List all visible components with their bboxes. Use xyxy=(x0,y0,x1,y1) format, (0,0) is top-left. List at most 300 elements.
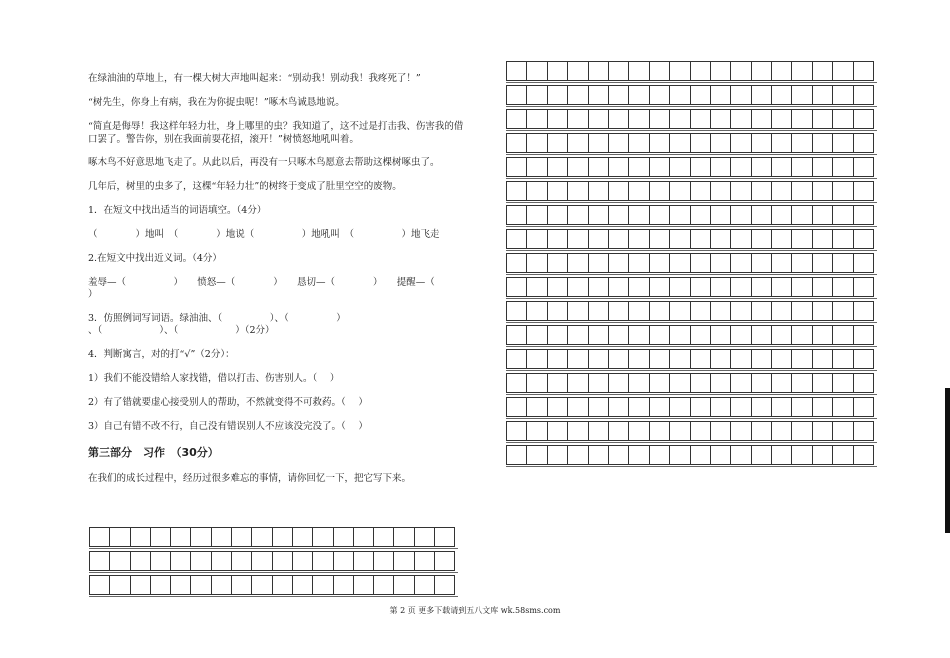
grid-cell xyxy=(854,206,874,225)
grid-row xyxy=(506,181,874,201)
grid-cell xyxy=(90,552,110,571)
grid-cell xyxy=(731,398,751,417)
grid-cell xyxy=(568,398,588,417)
grid-cell xyxy=(568,230,588,249)
grid-cell xyxy=(110,552,130,571)
grid-cell xyxy=(833,422,853,441)
grid-cell xyxy=(731,374,751,393)
grid-cell xyxy=(854,278,874,297)
grid-row xyxy=(506,157,874,177)
question-4-title: 4．判断寓言，对的打“√”（2分）： xyxy=(88,349,235,360)
grid-cell xyxy=(691,206,711,225)
grid-cell xyxy=(670,350,690,369)
grid-cell xyxy=(548,278,568,297)
grid-cell xyxy=(833,182,853,201)
grid-cell xyxy=(589,110,609,129)
grid-cell xyxy=(548,182,568,201)
grid-cell xyxy=(854,398,874,417)
grid-cell xyxy=(813,446,833,465)
grid-cell xyxy=(293,576,313,595)
grid-cell xyxy=(813,422,833,441)
grid-row-underline xyxy=(506,178,877,179)
grid-cell xyxy=(772,134,792,153)
grid-row-underline xyxy=(89,572,458,573)
grid-cell xyxy=(792,86,812,105)
grid-cell xyxy=(752,350,772,369)
grid-cell xyxy=(752,182,772,201)
grid-cell xyxy=(711,182,731,201)
grid-cell xyxy=(589,446,609,465)
grid-cell xyxy=(691,350,711,369)
grid-cell xyxy=(691,182,711,201)
grid-cell xyxy=(568,86,588,105)
grid-cell xyxy=(813,278,833,297)
grid-cell xyxy=(568,110,588,129)
grid-cell xyxy=(609,86,629,105)
grid-cell xyxy=(527,110,547,129)
grid-cell xyxy=(589,62,609,81)
grid-row xyxy=(89,575,455,595)
grid-row-underline xyxy=(506,82,877,83)
grid-cell xyxy=(527,422,547,441)
grid-cell xyxy=(629,62,649,81)
grid-cell xyxy=(711,278,731,297)
grid-cell xyxy=(670,62,690,81)
grid-cell xyxy=(833,134,853,153)
grid-cell xyxy=(792,398,812,417)
grid-cell xyxy=(772,350,792,369)
grid-cell xyxy=(589,278,609,297)
grid-cell xyxy=(833,62,853,81)
grid-row xyxy=(506,373,874,393)
grid-cell xyxy=(670,134,690,153)
grid-row xyxy=(506,133,874,153)
grid-cell xyxy=(568,182,588,201)
grid-cell xyxy=(191,552,211,571)
grid-cell xyxy=(232,552,252,571)
grid-cell xyxy=(629,422,649,441)
question-4-item-3: 3）自己有错不改不行，自己没有错误别人不应该没完没了。（ ） xyxy=(88,421,368,432)
grid-cell xyxy=(752,254,772,273)
grid-cell xyxy=(711,158,731,177)
grid-cell xyxy=(752,302,772,321)
grid-row xyxy=(506,421,874,441)
grid-cell xyxy=(212,528,232,547)
grid-cell xyxy=(833,230,853,249)
grid-cell xyxy=(507,110,527,129)
grid-cell xyxy=(629,374,649,393)
question-1-blanks: （ ）地叫 （ ）地说（ ）地吼叫 （ ）地飞走 xyxy=(88,229,440,240)
grid-cell xyxy=(394,576,414,595)
grid-row xyxy=(89,551,455,571)
question-3-title: 3．仿照例词写词语。绿油油、（ ）、（ ） xyxy=(88,313,346,324)
grid-cell xyxy=(629,158,649,177)
grid-cell xyxy=(629,182,649,201)
grid-cell xyxy=(813,350,833,369)
grid-cell xyxy=(609,254,629,273)
grid-cell xyxy=(212,576,232,595)
grid-cell xyxy=(711,230,731,249)
grid-cell xyxy=(131,576,151,595)
grid-cell xyxy=(548,350,568,369)
passage-paragraph-4: 啄木鸟不好意思地飞走了。从此以后，再没有一只啄木鸟愿意去帮助这棵树啄虫了。 xyxy=(88,157,440,168)
grid-cell xyxy=(589,422,609,441)
grid-row-underline xyxy=(506,466,877,467)
grid-cell xyxy=(670,230,690,249)
grid-cell xyxy=(609,326,629,345)
grid-cell xyxy=(813,158,833,177)
grid-cell xyxy=(629,350,649,369)
grid-cell xyxy=(731,422,751,441)
grid-cell xyxy=(273,576,293,595)
grid-row xyxy=(506,205,874,225)
grid-row-underline xyxy=(506,250,877,251)
grid-cell xyxy=(854,86,874,105)
grid-row-underline xyxy=(506,274,877,275)
grid-cell xyxy=(731,134,751,153)
grid-cell xyxy=(752,374,772,393)
grid-cell xyxy=(507,350,527,369)
grid-cell xyxy=(813,374,833,393)
grid-cell xyxy=(394,552,414,571)
grid-cell xyxy=(507,86,527,105)
grid-cell xyxy=(507,302,527,321)
grid-cell xyxy=(792,182,812,201)
grid-row xyxy=(506,301,874,321)
grid-cell xyxy=(527,254,547,273)
grid-row xyxy=(506,109,874,129)
grid-cell xyxy=(711,206,731,225)
grid-cell xyxy=(813,182,833,201)
grid-cell xyxy=(131,528,151,547)
grid-cell xyxy=(711,446,731,465)
grid-cell xyxy=(609,230,629,249)
grid-cell xyxy=(711,326,731,345)
grid-cell xyxy=(609,182,629,201)
grid-cell xyxy=(711,254,731,273)
grid-cell xyxy=(629,326,649,345)
grid-cell xyxy=(151,576,171,595)
grid-cell xyxy=(252,528,272,547)
grid-cell xyxy=(813,62,833,81)
page-footer: 第 2 页 更多下载请到五八文库 wk.58sms.com xyxy=(389,606,561,615)
grid-cell xyxy=(792,254,812,273)
grid-cell xyxy=(711,302,731,321)
grid-cell xyxy=(691,422,711,441)
grid-cell xyxy=(792,302,812,321)
grid-cell xyxy=(731,86,751,105)
grid-cell xyxy=(568,422,588,441)
grid-cell xyxy=(629,230,649,249)
grid-cell xyxy=(629,110,649,129)
grid-cell xyxy=(833,446,853,465)
grid-cell xyxy=(507,446,527,465)
grid-cell xyxy=(548,254,568,273)
grid-cell xyxy=(609,350,629,369)
grid-cell xyxy=(772,206,792,225)
grid-cell xyxy=(293,528,313,547)
grid-row xyxy=(506,445,874,465)
page-edge-marker xyxy=(945,388,950,533)
grid-cell xyxy=(568,254,588,273)
grid-cell xyxy=(507,422,527,441)
grid-cell xyxy=(435,552,455,571)
grid-cell xyxy=(854,302,874,321)
grid-cell xyxy=(568,278,588,297)
grid-cell xyxy=(609,422,629,441)
grid-cell xyxy=(354,552,374,571)
grid-cell xyxy=(650,350,670,369)
grid-cell xyxy=(670,110,690,129)
grid-cell xyxy=(650,374,670,393)
grid-cell xyxy=(833,350,853,369)
grid-cell xyxy=(507,398,527,417)
grid-cell xyxy=(670,206,690,225)
grid-row-underline xyxy=(506,130,877,131)
grid-cell xyxy=(548,158,568,177)
grid-cell xyxy=(589,182,609,201)
grid-cell xyxy=(650,182,670,201)
grid-cell xyxy=(752,158,772,177)
grid-row-underline xyxy=(89,548,458,549)
grid-cell xyxy=(711,422,731,441)
grid-cell xyxy=(527,206,547,225)
grid-cell xyxy=(792,446,812,465)
question-3-line-2: 、（ ）、（ ）（2分） xyxy=(88,325,275,336)
grid-cell xyxy=(507,182,527,201)
grid-row-underline xyxy=(506,370,877,371)
grid-cell xyxy=(568,446,588,465)
grid-cell xyxy=(670,326,690,345)
grid-row-underline xyxy=(89,596,458,597)
grid-cell xyxy=(650,62,670,81)
grid-cell xyxy=(131,552,151,571)
grid-cell xyxy=(731,278,751,297)
grid-cell xyxy=(568,326,588,345)
grid-cell xyxy=(752,62,772,81)
grid-cell xyxy=(854,230,874,249)
grid-cell xyxy=(589,158,609,177)
grid-cell xyxy=(568,374,588,393)
grid-cell xyxy=(252,552,272,571)
grid-cell xyxy=(507,278,527,297)
grid-cell xyxy=(589,326,609,345)
grid-cell xyxy=(527,158,547,177)
grid-cell xyxy=(609,398,629,417)
grid-cell xyxy=(90,528,110,547)
grid-row-underline xyxy=(506,298,877,299)
grid-cell xyxy=(548,326,568,345)
grid-cell xyxy=(813,398,833,417)
grid-cell xyxy=(792,422,812,441)
question-2-line: 羞辱—（ ） 愤怒—（ ） 恳切—（ ） 提醒—（ xyxy=(88,277,435,288)
grid-cell xyxy=(548,230,568,249)
grid-cell xyxy=(650,302,670,321)
grid-cell xyxy=(507,374,527,393)
grid-cell xyxy=(313,576,333,595)
grid-cell xyxy=(711,86,731,105)
grid-cell xyxy=(527,278,547,297)
grid-cell xyxy=(854,326,874,345)
grid-cell xyxy=(670,374,690,393)
grid-cell xyxy=(711,134,731,153)
grid-cell xyxy=(792,278,812,297)
grid-cell xyxy=(691,374,711,393)
grid-cell xyxy=(568,134,588,153)
grid-cell xyxy=(691,398,711,417)
grid-cell xyxy=(313,528,333,547)
grid-cell xyxy=(691,326,711,345)
grid-cell xyxy=(792,206,812,225)
grid-cell xyxy=(629,254,649,273)
grid-cell xyxy=(589,350,609,369)
grid-cell xyxy=(507,254,527,273)
grid-cell xyxy=(548,62,568,81)
grid-cell xyxy=(670,302,690,321)
grid-cell xyxy=(507,134,527,153)
grid-cell xyxy=(813,302,833,321)
grid-cell xyxy=(854,422,874,441)
grid-cell xyxy=(110,528,130,547)
grid-cell xyxy=(507,230,527,249)
grid-row-underline xyxy=(506,394,877,395)
grid-cell xyxy=(507,206,527,225)
grid-cell xyxy=(435,528,455,547)
grid-cell xyxy=(90,576,110,595)
grid-cell xyxy=(691,134,711,153)
question-4-item-1: 1）我们不能没错给人家找错，借以打击、伤害别人。（ ） xyxy=(88,373,340,384)
grid-cell xyxy=(232,528,252,547)
grid-cell xyxy=(527,446,547,465)
grid-cell xyxy=(691,302,711,321)
grid-cell xyxy=(394,528,414,547)
grid-cell xyxy=(650,422,670,441)
grid-cell xyxy=(650,230,670,249)
grid-cell xyxy=(752,446,772,465)
grid-cell xyxy=(293,552,313,571)
grid-cell xyxy=(752,422,772,441)
grid-cell xyxy=(711,62,731,81)
grid-cell xyxy=(589,86,609,105)
grid-cell xyxy=(711,398,731,417)
grid-cell xyxy=(670,86,690,105)
grid-cell xyxy=(415,576,435,595)
grid-cell xyxy=(650,158,670,177)
grid-cell xyxy=(752,110,772,129)
grid-cell xyxy=(435,576,455,595)
grid-cell xyxy=(854,110,874,129)
grid-cell xyxy=(752,278,772,297)
grid-cell xyxy=(854,374,874,393)
grid-cell xyxy=(589,398,609,417)
grid-cell xyxy=(232,576,252,595)
grid-cell xyxy=(527,182,547,201)
grid-cell xyxy=(670,446,690,465)
grid-cell xyxy=(650,278,670,297)
grid-cell xyxy=(527,230,547,249)
grid-cell xyxy=(711,374,731,393)
grid-cell xyxy=(833,110,853,129)
grid-cell xyxy=(609,278,629,297)
grid-cell xyxy=(854,158,874,177)
grid-cell xyxy=(548,446,568,465)
grid-cell xyxy=(650,134,670,153)
grid-cell xyxy=(691,278,711,297)
grid-cell xyxy=(854,134,874,153)
grid-cell xyxy=(731,182,751,201)
grid-cell xyxy=(629,278,649,297)
grid-cell xyxy=(833,158,853,177)
grid-cell xyxy=(252,576,272,595)
grid-cell xyxy=(568,206,588,225)
grid-cell xyxy=(589,254,609,273)
question-1-title: 1．在短文中找出适当的词语填空。（4分） xyxy=(88,205,267,216)
grid-cell xyxy=(670,254,690,273)
grid-cell xyxy=(548,86,568,105)
grid-cell xyxy=(670,182,690,201)
grid-cell xyxy=(772,230,792,249)
grid-cell xyxy=(670,278,690,297)
grid-cell xyxy=(527,326,547,345)
grid-cell xyxy=(171,528,191,547)
grid-cell xyxy=(212,552,232,571)
grid-cell xyxy=(568,302,588,321)
grid-cell xyxy=(854,182,874,201)
question-4-item-2: 2）有了错就要虚心接受别人的帮助，不然就变得不可救药。（ ） xyxy=(88,397,368,408)
grid-cell xyxy=(691,86,711,105)
grid-cell xyxy=(792,110,812,129)
grid-cell xyxy=(772,374,792,393)
grid-cell xyxy=(752,230,772,249)
grid-cell xyxy=(568,158,588,177)
grid-cell xyxy=(629,134,649,153)
grid-cell xyxy=(792,326,812,345)
grid-cell xyxy=(854,446,874,465)
grid-cell xyxy=(629,302,649,321)
grid-row xyxy=(506,253,874,273)
grid-cell xyxy=(813,86,833,105)
grid-cell xyxy=(589,374,609,393)
grid-cell xyxy=(772,86,792,105)
grid-cell xyxy=(792,158,812,177)
grid-cell xyxy=(792,62,812,81)
grid-cell xyxy=(731,206,751,225)
grid-row-underline xyxy=(506,226,877,227)
grid-cell xyxy=(650,110,670,129)
grid-cell xyxy=(833,206,853,225)
grid-cell xyxy=(792,134,812,153)
grid-cell xyxy=(507,158,527,177)
passage-paragraph-2: “树先生，你身上有病，我在为你捉虫呢！”啄木鸟诚恳地说。 xyxy=(88,97,345,108)
grid-cell xyxy=(354,576,374,595)
grid-row-underline xyxy=(506,346,877,347)
grid-cell xyxy=(731,110,751,129)
grid-cell xyxy=(568,350,588,369)
grid-row xyxy=(89,527,455,547)
grid-cell xyxy=(629,446,649,465)
grid-cell xyxy=(731,350,751,369)
grid-row xyxy=(506,85,874,105)
grid-cell xyxy=(772,326,792,345)
grid-cell xyxy=(833,326,853,345)
grid-cell xyxy=(691,446,711,465)
grid-cell xyxy=(833,302,853,321)
grid-cell xyxy=(374,576,394,595)
grid-cell xyxy=(670,422,690,441)
grid-cell xyxy=(772,302,792,321)
grid-cell xyxy=(854,62,874,81)
grid-row-underline xyxy=(506,154,877,155)
